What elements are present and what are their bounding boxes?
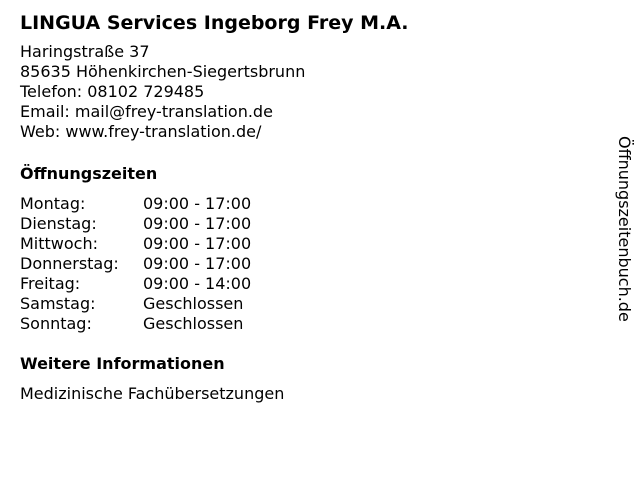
- opening-hours-table: [20, 194, 251, 334]
- day-label: Mittwoch:: [20, 234, 98, 253]
- phone-number: Telefon: 08102 729485: [20, 82, 205, 101]
- contact-block: [20, 42, 305, 142]
- opening-hours-heading: Öffnungszeiten: [20, 164, 158, 183]
- time-value: 09:00 - 17:00: [143, 254, 252, 273]
- hours-row-saturday: [20, 294, 251, 314]
- time-value: 09:00 - 17:00: [143, 214, 252, 233]
- time-value: Geschlossen: [143, 294, 244, 313]
- day-label: Freitag:: [20, 274, 81, 293]
- hours-row-monday: [20, 194, 251, 214]
- day-label: Sonntag:: [20, 314, 92, 333]
- day-label: Samstag:: [20, 294, 96, 313]
- hours-row-friday: [20, 274, 251, 294]
- time-value: 09:00 - 14:00: [143, 274, 252, 293]
- hours-row-sunday: [20, 314, 251, 334]
- hours-row-tuesday: [20, 214, 251, 234]
- day-label: Dienstag:: [20, 214, 97, 233]
- time-value: 09:00 - 17:00: [143, 234, 252, 253]
- more-info-heading: Weitere Informationen: [20, 354, 225, 373]
- business-name: LINGUA Services Ingeborg Frey M.A.: [20, 12, 409, 34]
- city-address: 85635 Höhenkirchen-Siegertsbrunn: [20, 62, 306, 81]
- time-value: 09:00 - 17:00: [143, 194, 252, 213]
- day-label: Donnerstag:: [20, 254, 119, 273]
- street-address: Haringstraße 37: [20, 42, 150, 61]
- email-address: Email: mail@frey-translation.de: [20, 102, 273, 121]
- more-info-text: Medizinische Fachübersetzungen: [20, 384, 285, 403]
- hours-row-wednesday: [20, 234, 251, 254]
- time-value: Geschlossen: [143, 314, 244, 333]
- website-url: Web: www.frey-translation.de/: [20, 122, 262, 141]
- watermark-site-label: Öffnungszeitenbuch.de: [615, 136, 634, 322]
- hours-row-thursday: [20, 254, 251, 274]
- day-label: Montag:: [20, 194, 86, 213]
